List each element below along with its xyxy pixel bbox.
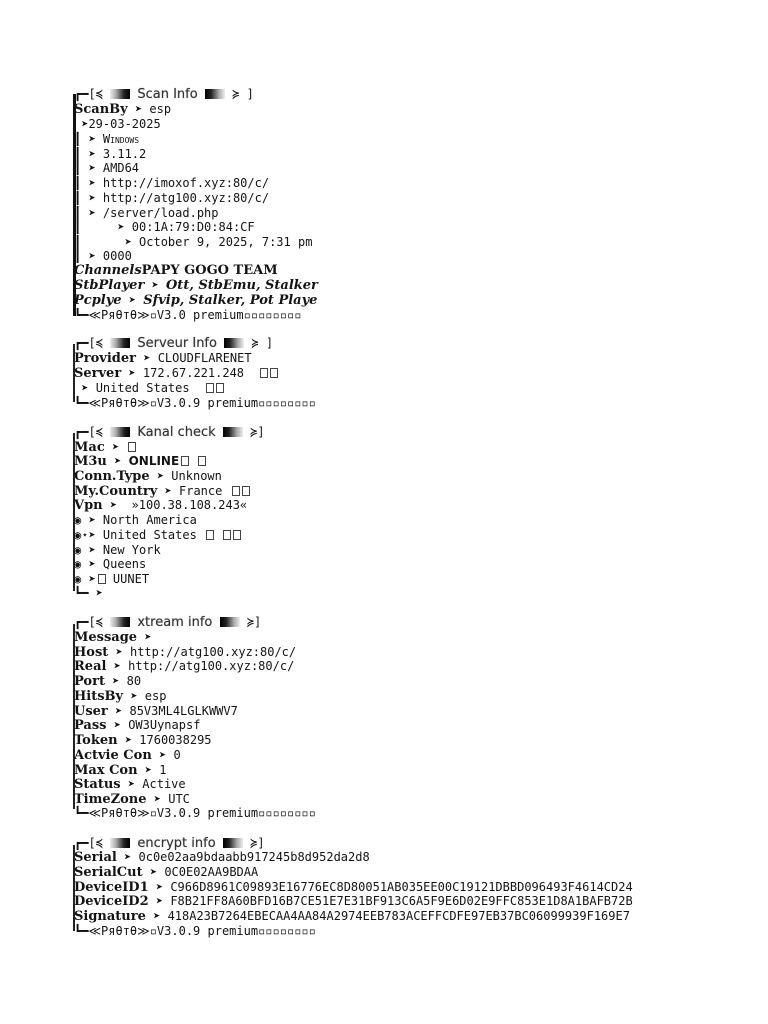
server-ip: 172.67.221.248 [142, 366, 245, 380]
flag-glyph-icon [181, 456, 189, 466]
field-value: 0 [173, 748, 181, 762]
field-label: Pass [74, 718, 107, 733]
expiry-row: ┃ ➤ October 9, 2025, 7:31 pm [74, 235, 313, 249]
my-country-label: My.Country [74, 484, 158, 499]
version-row: ┃ ➤ 3.11.2 [74, 147, 147, 161]
server-footer: ┗━≪Pяθтθ≫▫V3.0.9 premium▫▫▫▫▫▫▫▫ [74, 396, 316, 410]
field-value: 0C0E02AA9BDAA [164, 865, 259, 879]
flag-glyph-icon [98, 574, 106, 584]
server-country-row: ➤ United States [74, 381, 224, 396]
xtream-row: TimeZone ➤ UTC [74, 792, 190, 807]
field-value: 0c0e02aa9bdaabb917245b8d952da2d8 [138, 850, 370, 864]
shade-block-icon [110, 617, 130, 627]
field-label: TimeZone [74, 792, 147, 807]
server-info-header: ┏━[≼ Serveur Info ≽ ] [74, 336, 274, 351]
encrypt-row: Signature ➤ 418A23B7264EBECAA4AA84A2974EEB783ACEFFCDFE97EB37BC06099939F169E7 [74, 909, 630, 924]
flag-glyph-icon [128, 442, 136, 452]
xtream-row: User ➤ 85V3ML4LGLKWWV7 [74, 704, 238, 719]
provider-label: Provider [74, 351, 136, 366]
shade-block-icon [223, 427, 243, 437]
field-value: OW3Uynapsf [128, 718, 201, 732]
field-label: Actvie Con [74, 748, 152, 763]
field-label: Real [74, 659, 107, 674]
xtream-row: Pass ➤ OW3Uynapsf [74, 718, 201, 733]
xtream-row: Port ➤ 80 [74, 674, 142, 689]
shade-block-icon [223, 838, 243, 848]
arch-row: ┃ ➤ AMD64 [74, 161, 140, 175]
shade-block-icon [224, 338, 244, 348]
field-label: Max Con [74, 763, 138, 778]
m3u-label: M3u [74, 454, 107, 469]
footer-signature: ≪Pяθтθ≫▫V3.0.9 premium▫▫▫▫▫▫▫▫ [88, 806, 316, 820]
encrypt-row: Serial ➤ 0c0e02aa9bdaabb917245b8d952da2d8 [74, 850, 370, 865]
country-value: United States [102, 528, 197, 542]
country-row: ◉⋆➤ United States [74, 528, 241, 543]
server-country: United States [95, 381, 190, 395]
field-label: SerialCut [74, 865, 143, 880]
state-row: ◉ ➤ New York [74, 543, 161, 557]
server-path: /server/load.php [102, 206, 219, 220]
field-label: Serial [74, 850, 117, 865]
xtream-row: Real ➤ http://atg100.xyz:80/c/ [74, 659, 295, 674]
city-value: Queens [102, 557, 147, 571]
continent-value: North America [102, 513, 197, 527]
footer-signature: ≪Pяθтθ≫▫V3.0.9 premium▫▫▫▫▫▫▫▫ [88, 396, 316, 410]
pcplye-value: Sfvip, Stalker, Pot Playe [143, 293, 318, 308]
my-country-row: My.Country ➤ France [74, 484, 250, 499]
portal-url-1: http://imoxof.xyz:80/c/ [102, 176, 270, 190]
section-title: Kanal check [137, 425, 216, 440]
mac-row: ┃ ➤ 00:1A:79:D0:84:CF [74, 220, 255, 234]
pcplye-row: Pcplye ➤ Sfvip, Stalker, Pot Playe [74, 293, 318, 308]
field-label: DeviceID2 [74, 894, 149, 909]
mac-address: 00:1A:79:D0:84:CF [131, 220, 255, 234]
field-label: Port [74, 674, 105, 689]
field-value: 1760038295 [139, 733, 212, 747]
state-value: New York [102, 543, 161, 557]
field-value: 1 [159, 763, 167, 777]
flag-glyph-icon [223, 530, 231, 540]
kanal-header: ┏━[≼ Kanal check ≽] [74, 425, 265, 440]
expiry-date: October 9, 2025, 7:31 pm [139, 235, 313, 249]
encrypt-row: DeviceID2 ➤ F8B21FF8A60BFD16B7CE51E7E31BF913C6A5F9E6D02E9FFC853E1D8A1BAFB72B [74, 894, 633, 909]
scan-footer: ┗━≪Pяθтθ≫▫V3.0 premium▫▫▫▫▫▫▫▫ [74, 308, 302, 322]
field-label: DeviceID1 [74, 880, 149, 895]
xtream-row: HitsBy ➤ esp [74, 689, 167, 704]
channels-label: Channels [74, 263, 142, 278]
xtream-row: Message ➤ [74, 630, 159, 645]
os-value: Windows [102, 132, 140, 146]
url1-row: ┃ ➤ http://imoxof.xyz:80/c/ [74, 176, 270, 190]
field-value: http://atg100.xyz:80/c/ [129, 645, 297, 659]
scanby-row: ScanBy ➤ esp [74, 102, 172, 117]
xtream-row: Token ➤ 1760038295 [74, 733, 212, 748]
shade-block-icon [205, 89, 225, 99]
field-value: 418A23B7264EBECAA4AA84A2974EEB783ACEFFCDFE97EB37BC06099939F169E7 [167, 909, 630, 923]
field-label: Signature [74, 909, 146, 924]
stbplayer-value: Ott, StbEmu, Stalker [165, 278, 318, 293]
field-value: 85V3ML4LGLKWWV7 [129, 704, 238, 718]
encrypt-header: ┏━[≼ encrypt info ≽] [74, 836, 265, 851]
field-label: User [74, 704, 108, 719]
city-row: ◉ ➤ Queens [74, 557, 147, 571]
footer-signature: ≪Pяθтθ≫▫V3.0.9 premium▫▫▫▫▫▫▫▫ [88, 924, 316, 938]
kanal-footer: ┗━ ➤ [74, 586, 103, 600]
field-label: Message [74, 630, 138, 645]
channels-row [74, 263, 278, 278]
stbplayer-label: StbPlayer [74, 278, 145, 293]
xtream-row: Host ➤ http://atg100.xyz:80/c/ [74, 645, 297, 660]
conn-type-value: Unknown [171, 469, 222, 483]
stbplayer-row: StbPlayer ➤ Ott, StbEmu, Stalker [74, 278, 318, 293]
m3u-status: ONLINE [128, 454, 180, 468]
conn-type-label: Conn.Type [74, 469, 150, 484]
field-label: Host [74, 645, 109, 660]
shade-block-icon [220, 617, 240, 627]
shade-block-icon [110, 338, 130, 348]
version-value: 3.11.2 [102, 147, 147, 161]
section-title: xtream info [137, 615, 213, 630]
field-label: HitsBy [74, 689, 124, 704]
footer-signature: ≪Pяθтθ≫▫V3.0 premium▫▫▫▫▫▫▫▫ [88, 308, 302, 322]
provider-value: CLOUDFLARENET [157, 351, 252, 365]
xtream-row: Actvie Con ➤ 0 [74, 748, 181, 763]
flag-glyph-icon [233, 530, 241, 540]
flag-glyph-icon [232, 486, 240, 496]
field-label: Token [74, 733, 118, 748]
encrypt-row: SerialCut ➤ 0C0E02AA9BDAA [74, 865, 259, 880]
vpn-label: Vpn [74, 498, 103, 513]
field-value: 80 [126, 674, 142, 688]
pcplye-label: Pcplye [74, 293, 122, 308]
channels-value: PAPY GOGO TEAM [141, 263, 278, 278]
xtream-footer: ┗━≪Pяθтθ≫▫V3.0.9 premium▫▫▫▫▫▫▫▫ [74, 806, 316, 820]
server-label: Server [74, 366, 122, 381]
encrypt-footer: ┗━≪Pяθтθ≫▫V3.0.9 premium▫▫▫▫▫▫▫▫ [74, 924, 316, 938]
encrypt-row: DeviceID1 ➤ C966D8961C09893E16776EC8D80051AB035EE00C19121DBBD096493F4614CD24 [74, 880, 633, 895]
flag-glyph-icon [216, 383, 224, 393]
shade-block-icon [110, 89, 130, 99]
field-value: F8B21FF8A60BFD16B7CE51E7E31BF913C6A5F9E6D02E9FFC853E1D8A1BAFB72B [170, 894, 633, 908]
field-label: Status [74, 777, 121, 792]
section-title: encrypt info [137, 836, 216, 851]
isp-value: UUNET [112, 572, 150, 586]
os-row: ┃ ➤ Windows [74, 132, 140, 146]
continent-row: ◉ ➤ North America [74, 513, 197, 527]
conn-type-row: Conn.Type ➤ Unknown [74, 469, 222, 484]
flag-glyph-icon [270, 368, 278, 378]
scan-info-header: ┏━[≼ Scan Info ≽ ] [74, 87, 254, 102]
flag-glyph-icon [242, 486, 250, 496]
section-title: Scan Info [137, 87, 198, 102]
scan-date: 29-03-2025 [88, 117, 161, 131]
field-value: http://atg100.xyz:80/c/ [128, 659, 295, 673]
server-row: Server ➤ 172.67.221.248 [74, 366, 278, 381]
scanby-value: esp [149, 102, 172, 116]
url2-row: ┃ ➤ http://atg100.xyz:80/c/ [74, 191, 270, 205]
flag-glyph-icon [260, 368, 268, 378]
field-value: UTC [168, 792, 190, 806]
section-title: Serveur Info [137, 336, 217, 351]
field-value: Active [142, 777, 186, 791]
flag-glyph-icon [198, 456, 206, 466]
vpn-row: Vpn ➤ »100.38.108.243« [74, 498, 248, 513]
xtream-row: Max Con ➤ 1 [74, 763, 167, 778]
vpn-ip: »100.38.108.243« [131, 498, 248, 512]
flag-glyph-icon [206, 383, 214, 393]
kanal-mac-row: Mac ➤ [74, 440, 136, 455]
my-country-value: France [179, 484, 223, 498]
arch-value: AMD64 [102, 161, 140, 175]
code-value: 0000 [102, 249, 132, 263]
code-row: ┃ ➤ 0000 [74, 249, 132, 263]
shade-block-icon [110, 427, 130, 437]
xtream-header: ┏━[≼ xtream info ≽] [74, 615, 262, 630]
field-value: C966D8961C09893E16776EC8D80051AB035EE00C19121DBBD096493F4614CD24 [170, 880, 633, 894]
mac-label: Mac [74, 440, 105, 455]
m3u-row: M3u ➤ ONLINE [74, 454, 206, 469]
scanby-label: ScanBy [74, 102, 128, 117]
provider-row: Provider ➤ CLOUDFLARENET [74, 351, 252, 366]
path-row: ┃ ➤ /server/load.php [74, 206, 219, 220]
shade-block-icon [110, 838, 130, 848]
flag-glyph-icon [206, 530, 214, 540]
isp-row: ◉ ➤ UUNET [74, 572, 150, 586]
date-row: ➤29-03-2025 [74, 117, 161, 131]
xtream-row: Status ➤ Active [74, 777, 186, 792]
portal-url-2: http://atg100.xyz:80/c/ [102, 191, 270, 205]
field-value: esp [144, 689, 167, 703]
